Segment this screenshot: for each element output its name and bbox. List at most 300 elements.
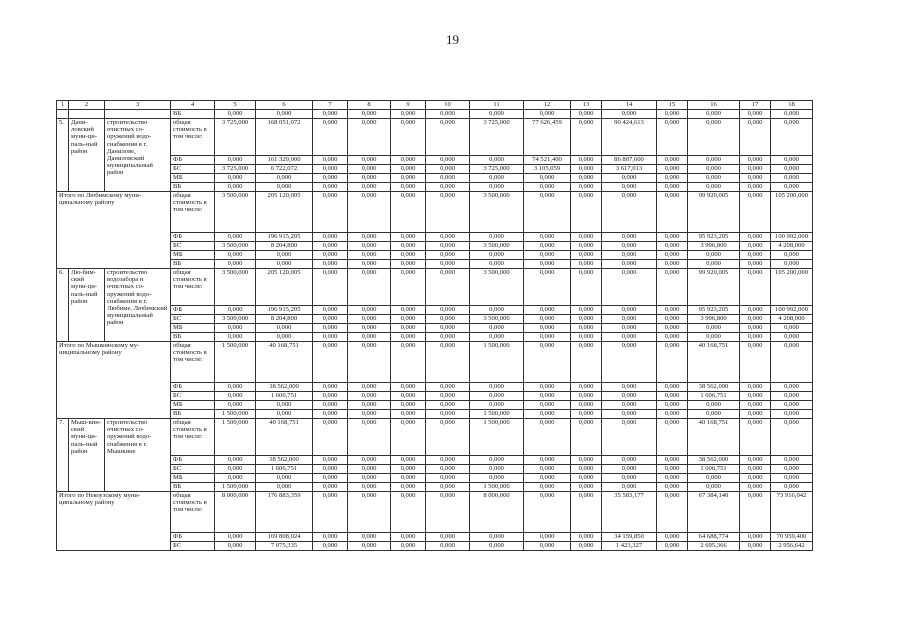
value-cell: 100 992,000 bbox=[771, 233, 813, 242]
value-cell: 0,000 bbox=[426, 483, 470, 492]
funding-source: ВБ bbox=[171, 333, 215, 342]
value-cell: 0,000 bbox=[688, 119, 740, 156]
value-cell: 0,000 bbox=[313, 383, 348, 392]
value-cell: 0,000 bbox=[313, 419, 348, 456]
funding-source: ВБ bbox=[171, 183, 215, 192]
value-cell: 0,000 bbox=[524, 192, 571, 233]
funding-source: общая стоимость в том числе: bbox=[171, 119, 215, 156]
value-cell: 0,000 bbox=[470, 542, 524, 551]
funding-source: общая стоимость в том числе: bbox=[171, 419, 215, 456]
value-cell: 0,000 bbox=[657, 419, 688, 456]
value-cell: 0,000 bbox=[657, 119, 688, 156]
value-cell: 0,000 bbox=[771, 419, 813, 456]
table-row bbox=[57, 174, 813, 183]
value-cell: 0,000 bbox=[688, 401, 740, 410]
value-cell: 0,000 bbox=[740, 165, 771, 174]
funding-source: ВБ bbox=[171, 110, 215, 119]
value-cell: 0,000 bbox=[771, 410, 813, 419]
value-cell: 4 208,000 bbox=[771, 242, 813, 251]
value-cell: 0,000 bbox=[524, 483, 571, 492]
value-cell: 0,000 bbox=[571, 333, 602, 342]
value-cell: 0,000 bbox=[426, 119, 470, 156]
value-cell: 0,000 bbox=[215, 174, 256, 183]
value-cell: 40 168,751 bbox=[256, 419, 313, 456]
value-cell: 0,000 bbox=[348, 401, 391, 410]
value-cell: 0,000 bbox=[657, 165, 688, 174]
value-cell: 0,000 bbox=[256, 110, 313, 119]
value-cell: 1 606,751 bbox=[688, 465, 740, 474]
value-cell: 0,000 bbox=[740, 260, 771, 269]
value-cell: 0,000 bbox=[571, 542, 602, 551]
value-cell: 90 424,613 bbox=[602, 119, 657, 156]
value-cell: 0,000 bbox=[391, 456, 426, 465]
value-cell: 0,000 bbox=[657, 333, 688, 342]
value-cell: 0,000 bbox=[391, 465, 426, 474]
value-cell: 0,000 bbox=[348, 251, 391, 260]
value-cell: 0,000 bbox=[571, 474, 602, 483]
object-name: строительство очистных со-оружений водо-снабжения в г. Мышкине bbox=[105, 419, 171, 492]
value-cell: 40 168,751 bbox=[688, 419, 740, 456]
value-cell: 0,000 bbox=[657, 260, 688, 269]
value-cell: 0,000 bbox=[524, 233, 571, 242]
value-cell: 0,000 bbox=[740, 392, 771, 401]
value-cell: 0,000 bbox=[740, 456, 771, 465]
empty-cell bbox=[105, 110, 171, 119]
value-cell: 6 722,072 bbox=[256, 165, 313, 174]
value-cell: 0,000 bbox=[470, 306, 524, 315]
value-cell: 0,000 bbox=[602, 456, 657, 465]
value-cell: 0,000 bbox=[391, 315, 426, 324]
column-header: 7 bbox=[313, 101, 348, 110]
value-cell: 0,000 bbox=[426, 542, 470, 551]
value-cell: 0,000 bbox=[602, 324, 657, 333]
value-cell: 0,000 bbox=[740, 383, 771, 392]
value-cell: 0,000 bbox=[524, 492, 571, 533]
value-cell: 0,000 bbox=[348, 465, 391, 474]
funding-source: общая стоимость в том числе: bbox=[171, 269, 215, 306]
value-cell: 35 583,177 bbox=[602, 492, 657, 533]
value-cell: 0,000 bbox=[348, 315, 391, 324]
value-cell: 0,000 bbox=[524, 383, 571, 392]
value-cell: 0,000 bbox=[524, 410, 571, 419]
column-header: 8 bbox=[348, 101, 391, 110]
value-cell: 0,000 bbox=[215, 474, 256, 483]
column-header: 15 bbox=[657, 101, 688, 110]
funding-source: ФБ bbox=[171, 233, 215, 242]
value-cell: 0,000 bbox=[313, 251, 348, 260]
value-cell: 3 500,000 bbox=[215, 269, 256, 306]
value-cell: 0,000 bbox=[657, 269, 688, 306]
value-cell: 0,000 bbox=[426, 492, 470, 533]
value-cell: 0,000 bbox=[313, 410, 348, 419]
value-cell: 205 120,005 bbox=[256, 192, 313, 233]
value-cell: 0,000 bbox=[426, 333, 470, 342]
value-cell: 0,000 bbox=[215, 392, 256, 401]
value-cell: 0,000 bbox=[391, 492, 426, 533]
value-cell: 1 500,000 bbox=[470, 419, 524, 456]
value-cell: 0,000 bbox=[740, 315, 771, 324]
value-cell: 0,000 bbox=[215, 306, 256, 315]
value-cell: 38 562,000 bbox=[256, 383, 313, 392]
value-cell: 0,000 bbox=[602, 342, 657, 383]
value-cell: 0,000 bbox=[348, 269, 391, 306]
column-header: 17 bbox=[740, 101, 771, 110]
value-cell: 0,000 bbox=[740, 183, 771, 192]
row-index: 6. bbox=[57, 269, 69, 342]
table-row bbox=[57, 183, 813, 192]
value-cell: 0,000 bbox=[470, 174, 524, 183]
value-cell: 0,000 bbox=[571, 183, 602, 192]
value-cell: 0,000 bbox=[215, 456, 256, 465]
value-cell: 0,000 bbox=[426, 110, 470, 119]
value-cell: 1 500,000 bbox=[470, 483, 524, 492]
funding-source: общая стоимость в том числе: bbox=[171, 492, 215, 533]
value-cell: 0,000 bbox=[215, 401, 256, 410]
value-cell: 0,000 bbox=[348, 456, 391, 465]
funding-source: МБ bbox=[171, 474, 215, 483]
value-cell: 0,000 bbox=[391, 483, 426, 492]
value-cell: 0,000 bbox=[524, 315, 571, 324]
value-cell: 0,000 bbox=[688, 165, 740, 174]
funding-source: МБ bbox=[171, 251, 215, 260]
value-cell: 0,000 bbox=[470, 456, 524, 465]
table-row bbox=[57, 119, 813, 156]
value-cell: 0,000 bbox=[426, 242, 470, 251]
value-cell: 0,000 bbox=[657, 110, 688, 119]
value-cell: 0,000 bbox=[215, 383, 256, 392]
value-cell: 0,000 bbox=[470, 474, 524, 483]
value-cell: 0,000 bbox=[657, 233, 688, 242]
value-cell: 0,000 bbox=[657, 533, 688, 542]
value-cell: 3 996,800 bbox=[688, 242, 740, 251]
column-header: 3 bbox=[105, 101, 171, 110]
value-cell: 0,000 bbox=[602, 315, 657, 324]
column-header: 9 bbox=[391, 101, 426, 110]
value-cell: 1 500,000 bbox=[470, 410, 524, 419]
value-cell: 0,000 bbox=[571, 483, 602, 492]
value-cell: 105 200,000 bbox=[771, 269, 813, 306]
value-cell: 0,000 bbox=[391, 251, 426, 260]
value-cell: 0,000 bbox=[426, 383, 470, 392]
value-cell: 0,000 bbox=[313, 242, 348, 251]
value-cell: 0,000 bbox=[391, 342, 426, 383]
value-cell: 0,000 bbox=[348, 324, 391, 333]
table-row bbox=[57, 342, 813, 383]
value-cell: 0,000 bbox=[391, 233, 426, 242]
value-cell: 0,000 bbox=[740, 465, 771, 474]
value-cell: 0,000 bbox=[470, 383, 524, 392]
value-cell: 8 204,800 bbox=[256, 242, 313, 251]
value-cell: 0,000 bbox=[313, 156, 348, 165]
value-cell: 2 956,642 bbox=[771, 542, 813, 551]
value-cell: 0,000 bbox=[571, 419, 602, 456]
value-cell: 0,000 bbox=[348, 174, 391, 183]
value-cell: 0,000 bbox=[470, 251, 524, 260]
value-cell: 3 725,000 bbox=[470, 165, 524, 174]
value-cell: 0,000 bbox=[688, 474, 740, 483]
value-cell: 0,000 bbox=[313, 174, 348, 183]
value-cell: 0,000 bbox=[391, 165, 426, 174]
funding-source: ФБ bbox=[171, 383, 215, 392]
value-cell: 0,000 bbox=[313, 260, 348, 269]
value-cell: 64 688,774 bbox=[688, 533, 740, 542]
value-cell: 0,000 bbox=[602, 260, 657, 269]
table-row bbox=[57, 410, 813, 419]
funding-source: общая стоимость в том числе: bbox=[171, 342, 215, 383]
value-cell: 0,000 bbox=[524, 324, 571, 333]
funding-source: ФБ bbox=[171, 306, 215, 315]
value-cell: 0,000 bbox=[313, 315, 348, 324]
value-cell: 0,000 bbox=[657, 174, 688, 183]
funding-source: ФБ bbox=[171, 456, 215, 465]
value-cell: 0,000 bbox=[313, 306, 348, 315]
value-cell: 0,000 bbox=[524, 110, 571, 119]
value-cell: 0,000 bbox=[571, 260, 602, 269]
value-cell: 0,000 bbox=[256, 410, 313, 419]
value-cell: 0,000 bbox=[348, 392, 391, 401]
value-cell: 0,000 bbox=[426, 165, 470, 174]
value-cell: 8 000,000 bbox=[215, 492, 256, 533]
value-cell: 0,000 bbox=[771, 156, 813, 165]
value-cell: 0,000 bbox=[740, 174, 771, 183]
funding-source: БС bbox=[171, 242, 215, 251]
funding-source: ФБ bbox=[171, 156, 215, 165]
table-row bbox=[57, 465, 813, 474]
value-cell: 0,000 bbox=[657, 242, 688, 251]
value-cell: 0,000 bbox=[571, 165, 602, 174]
value-cell: 0,000 bbox=[571, 410, 602, 419]
value-cell: 0,000 bbox=[426, 324, 470, 333]
table-row bbox=[57, 492, 813, 533]
value-cell: 95 923,205 bbox=[688, 306, 740, 315]
value-cell: 0,000 bbox=[524, 242, 571, 251]
value-cell: 0,000 bbox=[688, 410, 740, 419]
value-cell: 0,000 bbox=[426, 306, 470, 315]
value-cell: 0,000 bbox=[602, 401, 657, 410]
value-cell: 0,000 bbox=[571, 156, 602, 165]
value-cell: 0,000 bbox=[602, 333, 657, 342]
value-cell: 0,000 bbox=[657, 456, 688, 465]
table-row bbox=[57, 542, 813, 551]
value-cell: 0,000 bbox=[740, 542, 771, 551]
value-cell: 0,000 bbox=[657, 474, 688, 483]
table-row bbox=[57, 110, 813, 119]
value-cell: 1 500,000 bbox=[215, 342, 256, 383]
funding-source: БС bbox=[171, 315, 215, 324]
value-cell: 0,000 bbox=[391, 474, 426, 483]
value-cell: 3 996,800 bbox=[688, 315, 740, 324]
value-cell: 0,000 bbox=[688, 483, 740, 492]
value-cell: 34 159,850 bbox=[602, 533, 657, 542]
column-header: 10 bbox=[426, 101, 470, 110]
value-cell: 3 500,000 bbox=[470, 269, 524, 306]
value-cell: 3 500,000 bbox=[470, 315, 524, 324]
value-cell: 0,000 bbox=[391, 192, 426, 233]
value-cell: 0,000 bbox=[602, 465, 657, 474]
value-cell: 0,000 bbox=[348, 165, 391, 174]
value-cell: 0,000 bbox=[313, 342, 348, 383]
value-cell: 0,000 bbox=[391, 533, 426, 542]
table-row bbox=[57, 333, 813, 342]
value-cell: 0,000 bbox=[688, 156, 740, 165]
district-name: Дани-ловский муни-ци-паль-ный район bbox=[69, 119, 105, 192]
value-cell: 0,000 bbox=[571, 533, 602, 542]
value-cell: 0,000 bbox=[470, 533, 524, 542]
value-cell: 0,000 bbox=[771, 483, 813, 492]
value-cell: 0,000 bbox=[602, 174, 657, 183]
value-cell: 0,000 bbox=[391, 401, 426, 410]
value-cell: 1 500,000 bbox=[215, 410, 256, 419]
value-cell: 0,000 bbox=[426, 456, 470, 465]
value-cell: 169 808,024 bbox=[256, 533, 313, 542]
value-cell: 0,000 bbox=[348, 333, 391, 342]
value-cell: 0,000 bbox=[657, 183, 688, 192]
value-cell: 0,000 bbox=[602, 233, 657, 242]
column-header: 11 bbox=[470, 101, 524, 110]
value-cell: 99 920,005 bbox=[688, 269, 740, 306]
column-header: 14 bbox=[602, 101, 657, 110]
budget-table bbox=[56, 100, 813, 551]
value-cell: 0,000 bbox=[426, 315, 470, 324]
value-cell: 0,000 bbox=[524, 456, 571, 465]
value-cell: 0,000 bbox=[602, 410, 657, 419]
value-cell: 95 923,205 bbox=[688, 233, 740, 242]
value-cell: 0,000 bbox=[740, 342, 771, 383]
value-cell: 0,000 bbox=[602, 269, 657, 306]
value-cell: 0,000 bbox=[602, 419, 657, 456]
value-cell: 0,000 bbox=[348, 110, 391, 119]
value-cell: 0,000 bbox=[470, 324, 524, 333]
value-cell: 0,000 bbox=[657, 251, 688, 260]
value-cell: 0,000 bbox=[571, 110, 602, 119]
value-cell: 0,000 bbox=[256, 260, 313, 269]
table-row bbox=[57, 483, 813, 492]
value-cell: 1 423,327 bbox=[602, 542, 657, 551]
value-cell: 0,000 bbox=[348, 156, 391, 165]
value-cell: 0,000 bbox=[391, 383, 426, 392]
value-cell: 0,000 bbox=[426, 401, 470, 410]
table-row bbox=[57, 306, 813, 315]
value-cell: 3 725,000 bbox=[215, 119, 256, 156]
value-cell: 0,000 bbox=[524, 260, 571, 269]
value-cell: 0,000 bbox=[657, 383, 688, 392]
value-cell: 0,000 bbox=[348, 342, 391, 383]
value-cell: 0,000 bbox=[313, 533, 348, 542]
value-cell: 0,000 bbox=[256, 183, 313, 192]
funding-source: БС bbox=[171, 392, 215, 401]
value-cell: 0,000 bbox=[313, 492, 348, 533]
header-row bbox=[57, 101, 813, 110]
value-cell: 0,000 bbox=[740, 119, 771, 156]
empty-cell bbox=[57, 110, 69, 119]
value-cell: 0,000 bbox=[602, 483, 657, 492]
value-cell: 8 204,800 bbox=[256, 315, 313, 324]
value-cell: 0,000 bbox=[740, 306, 771, 315]
value-cell: 3 500,000 bbox=[470, 242, 524, 251]
value-cell: 0,000 bbox=[524, 333, 571, 342]
value-cell: 3 500,000 bbox=[215, 192, 256, 233]
value-cell: 100 992,000 bbox=[771, 306, 813, 315]
value-cell: 0,000 bbox=[740, 333, 771, 342]
table-row bbox=[57, 392, 813, 401]
column-header: 18 bbox=[771, 101, 813, 110]
value-cell: 0,000 bbox=[688, 260, 740, 269]
value-cell: 77 626,459 bbox=[524, 119, 571, 156]
funding-source: общая стоимость в том числе: bbox=[171, 192, 215, 233]
funding-source: ВБ bbox=[171, 260, 215, 269]
value-cell: 0,000 bbox=[688, 333, 740, 342]
value-cell: 0,000 bbox=[391, 110, 426, 119]
value-cell: 205 120,005 bbox=[256, 269, 313, 306]
table-row bbox=[57, 251, 813, 260]
object-name: строительство очистных со-оружений водо-снабжения в г. Данилове, Даниловский муниципальный район bbox=[105, 119, 171, 192]
value-cell: 0,000 bbox=[470, 392, 524, 401]
value-cell: 0,000 bbox=[740, 410, 771, 419]
table-row bbox=[57, 242, 813, 251]
value-cell: 0,000 bbox=[657, 342, 688, 383]
value-cell: 0,000 bbox=[470, 401, 524, 410]
value-cell: 196 915,205 bbox=[256, 233, 313, 242]
value-cell: 0,000 bbox=[391, 269, 426, 306]
row-index: 5. bbox=[57, 119, 69, 192]
value-cell: 0,000 bbox=[571, 392, 602, 401]
table-row bbox=[57, 156, 813, 165]
value-cell: 0,000 bbox=[688, 174, 740, 183]
value-cell: 0,000 bbox=[657, 465, 688, 474]
value-cell: 0,000 bbox=[426, 269, 470, 306]
value-cell: 0,000 bbox=[313, 119, 348, 156]
value-cell: 0,000 bbox=[391, 183, 426, 192]
column-header: 5 bbox=[215, 101, 256, 110]
table-row bbox=[57, 419, 813, 456]
value-cell: 4 208,000 bbox=[771, 315, 813, 324]
value-cell: 0,000 bbox=[426, 533, 470, 542]
value-cell: 1 500,000 bbox=[215, 483, 256, 492]
value-cell: 3 725,000 bbox=[470, 119, 524, 156]
value-cell: 0,000 bbox=[524, 465, 571, 474]
value-cell: 0,000 bbox=[426, 233, 470, 242]
value-cell: 0,000 bbox=[391, 242, 426, 251]
value-cell: 0,000 bbox=[740, 192, 771, 233]
value-cell: 40 168,751 bbox=[688, 342, 740, 383]
value-cell: 0,000 bbox=[215, 260, 256, 269]
value-cell: 0,000 bbox=[771, 342, 813, 383]
value-cell: 0,000 bbox=[313, 392, 348, 401]
value-cell: 0,000 bbox=[313, 269, 348, 306]
value-cell: 0,000 bbox=[215, 533, 256, 542]
value-cell: 0,000 bbox=[256, 474, 313, 483]
value-cell: 0,000 bbox=[771, 174, 813, 183]
value-cell: 0,000 bbox=[571, 251, 602, 260]
value-cell: 161 329,000 bbox=[256, 156, 313, 165]
value-cell: 0,000 bbox=[771, 392, 813, 401]
value-cell: 0,000 bbox=[524, 392, 571, 401]
object-name: строительство водозабора и очистных со-оружений водо-снабжения в г. Любиме, Любимский муниципальный район bbox=[105, 269, 171, 342]
value-cell: 0,000 bbox=[602, 183, 657, 192]
table-row bbox=[57, 474, 813, 483]
value-cell: 0,000 bbox=[688, 324, 740, 333]
value-cell: 0,000 bbox=[313, 324, 348, 333]
value-cell: 0,000 bbox=[771, 183, 813, 192]
funding-source: БС bbox=[171, 465, 215, 474]
value-cell: 0,000 bbox=[391, 392, 426, 401]
value-cell: 0,000 bbox=[391, 156, 426, 165]
value-cell: 38 562,000 bbox=[688, 383, 740, 392]
value-cell: 176 883,359 bbox=[256, 492, 313, 533]
value-cell: 0,000 bbox=[524, 419, 571, 456]
value-cell: 0,000 bbox=[391, 419, 426, 456]
value-cell: 0,000 bbox=[215, 324, 256, 333]
